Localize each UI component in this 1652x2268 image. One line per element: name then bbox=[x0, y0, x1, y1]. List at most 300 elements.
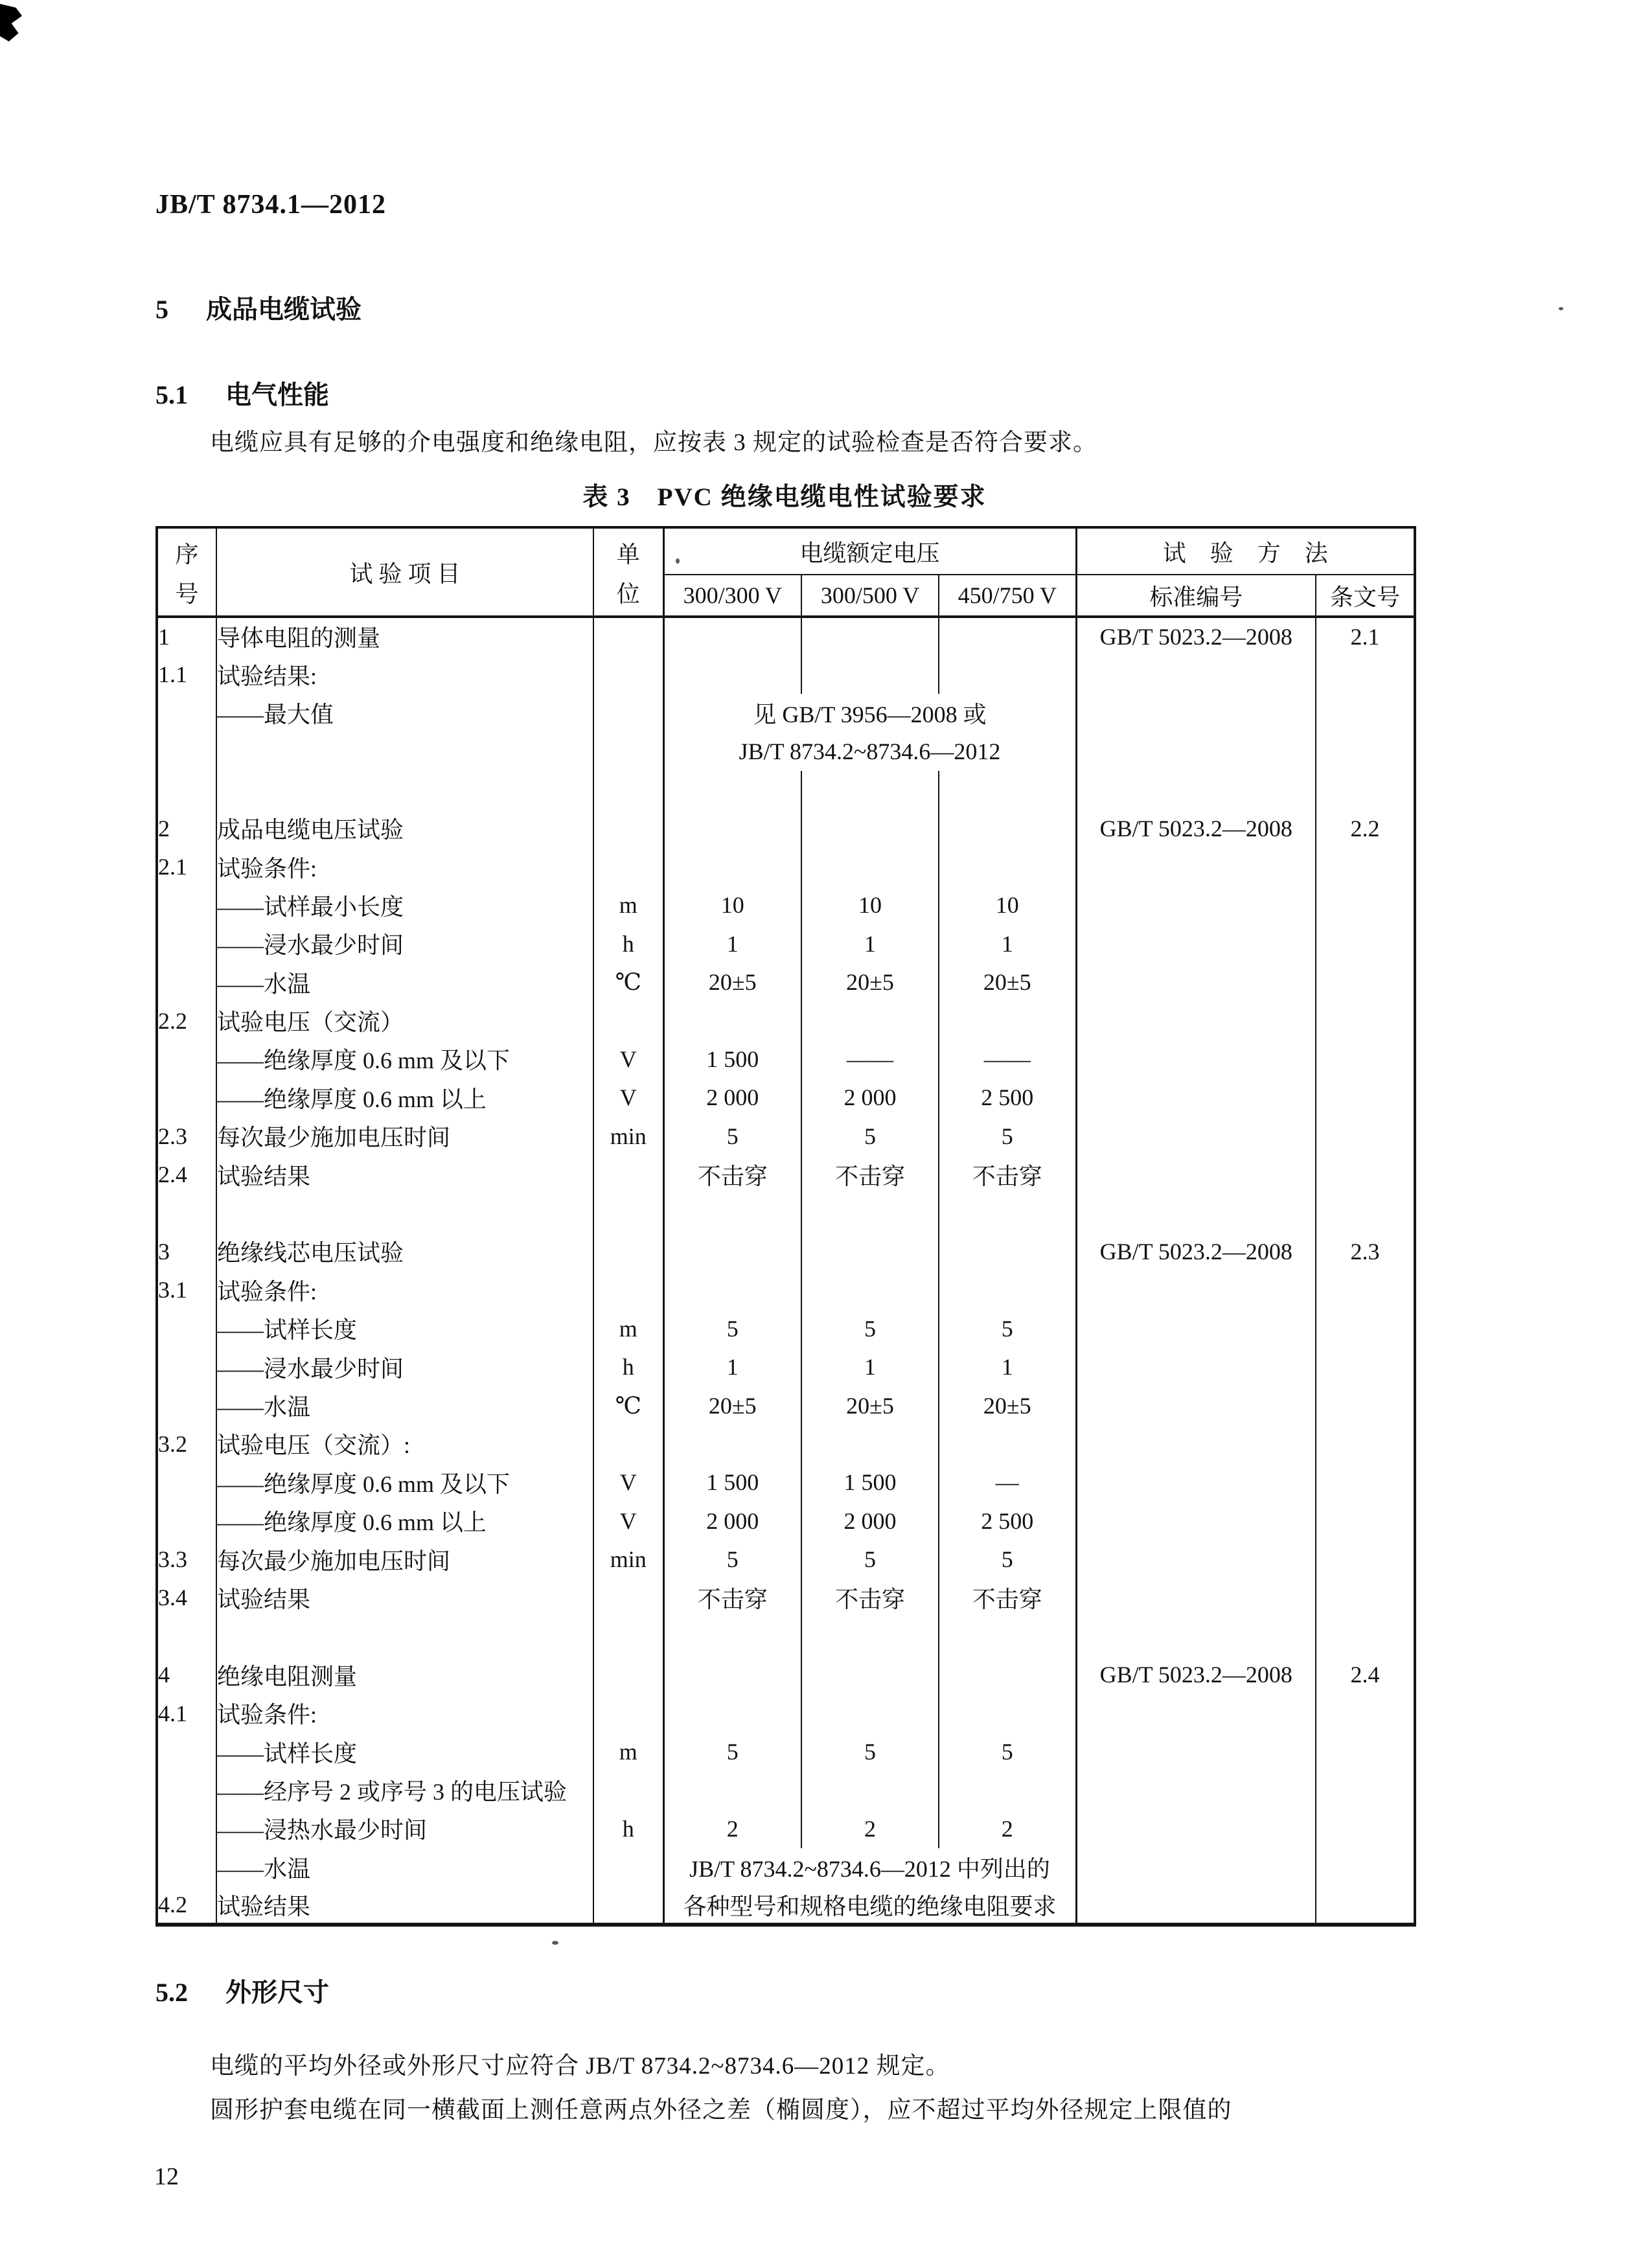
section-number: 5.1 bbox=[155, 380, 188, 409]
cell-seq bbox=[157, 1347, 216, 1386]
cell-unit bbox=[593, 1194, 663, 1232]
cell-standard-number bbox=[1076, 1155, 1316, 1193]
cell-clause-number bbox=[1316, 1309, 1415, 1347]
cell-clause-number bbox=[1316, 1194, 1415, 1232]
cell-item bbox=[216, 771, 593, 809]
cell-seq bbox=[157, 732, 216, 770]
cell-clause-number bbox=[1316, 771, 1415, 809]
header-clause-number: 条文号 bbox=[1330, 584, 1401, 610]
cell-voltage-300-500 bbox=[801, 1617, 939, 1655]
cell-voltage-300-300: 5 bbox=[663, 1309, 801, 1347]
header-seq-top: 序 bbox=[175, 542, 199, 567]
cell-standard-number bbox=[1076, 1502, 1316, 1540]
cell-standard-number bbox=[1076, 1425, 1316, 1463]
cell-seq bbox=[157, 1809, 216, 1848]
cell-item: ——绝缘厚度 0.6 mm 以上 bbox=[216, 1502, 593, 1540]
cell-item: ——试样长度 bbox=[216, 1732, 593, 1770]
cell-seq: 3.3 bbox=[157, 1540, 216, 1578]
cell-unit: V bbox=[593, 1502, 663, 1540]
cell-voltage-450-750: 5 bbox=[939, 1732, 1076, 1770]
cell-standard-number bbox=[1076, 771, 1316, 809]
cell-seq: 2.2 bbox=[157, 1002, 216, 1040]
cell-clause-number bbox=[1316, 924, 1415, 963]
cell-voltage-300-500: 1 500 bbox=[801, 1463, 939, 1502]
cell-item: 试验条件: bbox=[216, 847, 593, 886]
cell-unit: min bbox=[593, 1117, 663, 1155]
cell-standard-number bbox=[1076, 1002, 1316, 1040]
table-row bbox=[157, 809, 1415, 847]
cell-voltage-300-300 bbox=[663, 1194, 801, 1232]
cell-clause-number bbox=[1316, 1425, 1415, 1463]
header-unit bbox=[593, 527, 663, 617]
table-row bbox=[157, 1040, 1415, 1078]
cell-standard-number bbox=[1076, 1617, 1316, 1655]
table-row bbox=[157, 847, 1415, 886]
cell-item: 试验结果: bbox=[216, 655, 593, 693]
cell-seq: 4.1 bbox=[157, 1694, 216, 1732]
cell-clause-number: 2.2 bbox=[1350, 815, 1380, 842]
cell-voltage-300-500: 1 bbox=[801, 1347, 939, 1386]
section-title: 成品电缆试验 bbox=[206, 295, 361, 324]
cell-clause-number bbox=[1316, 655, 1415, 693]
cell-voltage-span: 见 GB/T 3956—2008 或 bbox=[663, 694, 1076, 732]
cell-clause-number bbox=[1316, 847, 1415, 886]
table-3-title: 表 3 PVC 绝缘电缆电性试验要求 bbox=[582, 483, 987, 511]
cell-voltage-300-500: 5 bbox=[801, 1732, 939, 1770]
cell-standard-number bbox=[1076, 1117, 1316, 1155]
cell-voltage-300-300: 1 500 bbox=[663, 1463, 801, 1502]
table-row bbox=[157, 655, 1415, 693]
cell-seq bbox=[157, 1079, 216, 1117]
table-row bbox=[157, 1194, 1415, 1232]
cell-standard-number bbox=[1076, 924, 1316, 963]
cell-voltage-450-750: 不击穿 bbox=[939, 1579, 1076, 1617]
cell-clause-number bbox=[1316, 1347, 1415, 1386]
cell-voltage-span: JB/T 8734.2~8734.6—2012 中列出的 bbox=[663, 1848, 1076, 1886]
table-row bbox=[157, 1463, 1415, 1502]
cell-clause-number bbox=[1316, 1079, 1415, 1117]
cell-voltage-450-750: 1 bbox=[939, 924, 1076, 963]
cell-voltage-450-750 bbox=[939, 655, 1076, 693]
table-body bbox=[157, 617, 1415, 1925]
header-voltage-450-750: 450/750 V bbox=[939, 575, 1076, 617]
cell-item: ——绝缘厚度 0.6 mm 及以下 bbox=[216, 1040, 593, 1078]
cell-voltage-300-300 bbox=[663, 771, 801, 809]
cell-voltage-300-300 bbox=[663, 809, 801, 847]
cell-voltage-300-300: 不击穿 bbox=[663, 1579, 801, 1617]
cell-clause-number bbox=[1316, 886, 1415, 924]
cell-voltage-450-750: 20±5 bbox=[939, 963, 1076, 1002]
cell-unit bbox=[593, 732, 663, 770]
table-row bbox=[157, 1732, 1415, 1770]
section-5-1-heading bbox=[155, 374, 329, 411]
cell-unit: m bbox=[593, 886, 663, 924]
cell-seq bbox=[157, 771, 216, 809]
header-voltage-300-300: 300/300 V bbox=[663, 575, 801, 617]
cell-voltage-span: 各种型号和规格电缆的绝缘电阻要求 bbox=[663, 1886, 1076, 1925]
cell-seq: 3.2 bbox=[157, 1425, 216, 1463]
cell-voltage-450-750 bbox=[939, 1271, 1076, 1309]
cell-voltage-300-300 bbox=[663, 1271, 801, 1309]
cell-seq bbox=[157, 963, 216, 1002]
cell-seq: 4 bbox=[157, 1656, 216, 1694]
cell-voltage-300-500: 2 000 bbox=[801, 1079, 939, 1117]
cell-unit: V bbox=[593, 1463, 663, 1502]
table-row bbox=[157, 1117, 1415, 1155]
cell-item: 试验结果 bbox=[216, 1886, 593, 1925]
table-row bbox=[157, 1002, 1415, 1040]
table-3 bbox=[155, 526, 1416, 1927]
cell-clause-number bbox=[1316, 1809, 1415, 1848]
cell-item: ——绝缘厚度 0.6 mm 以上 bbox=[216, 1079, 593, 1117]
cell-standard-number bbox=[1076, 1271, 1316, 1309]
cell-item bbox=[216, 1194, 593, 1232]
cell-seq bbox=[157, 886, 216, 924]
table-row bbox=[157, 1540, 1415, 1578]
cell-item: ——试样最小长度 bbox=[216, 886, 593, 924]
cell-voltage-300-300: 5 bbox=[663, 1540, 801, 1578]
cell-voltage-450-750 bbox=[939, 809, 1076, 847]
cell-unit: V bbox=[593, 1079, 663, 1117]
cell-standard-number bbox=[1076, 1732, 1316, 1770]
cell-voltage-300-500: 10 bbox=[801, 886, 939, 924]
cell-voltage-450-750: 2 500 bbox=[939, 1079, 1076, 1117]
cell-standard-number: GB/T 5023.2—2008 bbox=[1076, 617, 1316, 655]
cell-standard-number bbox=[1076, 1463, 1316, 1502]
cell-item: 绝缘电阻测量 bbox=[216, 1656, 593, 1694]
cell-voltage-300-500: 2 bbox=[801, 1809, 939, 1848]
cell-clause-number bbox=[1316, 1040, 1415, 1078]
cell-voltage-300-300: 2 000 bbox=[663, 1502, 801, 1540]
cell-item: 试验结果 bbox=[216, 1579, 593, 1617]
header-rated-voltage-group: 电缆额定电压 bbox=[663, 527, 1076, 575]
cell-standard-number bbox=[1076, 694, 1316, 732]
cell-unit bbox=[593, 694, 663, 732]
header-seq-bottom: 号 bbox=[175, 581, 199, 607]
cell-item: 试验条件: bbox=[216, 1271, 593, 1309]
table-row bbox=[157, 1309, 1415, 1347]
cell-standard-number: GB/T 5023.2—2008 bbox=[1076, 1232, 1316, 1270]
cell-unit bbox=[593, 1848, 663, 1886]
cell-item bbox=[216, 1617, 593, 1655]
cell-standard-number bbox=[1076, 847, 1316, 886]
cell-seq: 3.4 bbox=[157, 1579, 216, 1617]
cell-item: 每次最少施加电压时间 bbox=[216, 1117, 593, 1155]
cell-clause-number bbox=[1316, 732, 1415, 770]
cell-voltage-300-300 bbox=[663, 1002, 801, 1040]
cell-voltage-450-750: 不击穿 bbox=[939, 1155, 1076, 1193]
cell-seq: 1 bbox=[157, 617, 216, 655]
cell-unit bbox=[593, 1694, 663, 1732]
cell-clause-number: 2.3 bbox=[1350, 1238, 1380, 1265]
cell-voltage-300-500 bbox=[801, 655, 939, 693]
cell-seq bbox=[157, 1463, 216, 1502]
cell-seq bbox=[157, 1848, 216, 1886]
cell-voltage-300-500: 不击穿 bbox=[801, 1155, 939, 1193]
cell-unit: m bbox=[593, 1309, 663, 1347]
cell-clause-number bbox=[1316, 1579, 1415, 1617]
cell-clause-number bbox=[1316, 1886, 1415, 1925]
cell-clause-number bbox=[1316, 1155, 1415, 1193]
section-title: 外形尺寸 bbox=[225, 1978, 329, 2007]
header-seq bbox=[157, 527, 216, 617]
cell-unit bbox=[593, 1886, 663, 1925]
cell-item: ——绝缘厚度 0.6 mm 及以下 bbox=[216, 1463, 593, 1502]
section-5-2-heading bbox=[155, 1972, 329, 2009]
table-row bbox=[157, 1579, 1415, 1617]
cell-voltage-450-750: 5 bbox=[939, 1309, 1076, 1347]
table-header bbox=[157, 527, 1415, 617]
section-number: 5 bbox=[155, 295, 168, 324]
cell-item: ——最大值 bbox=[216, 694, 593, 732]
cell-voltage-300-300 bbox=[663, 1694, 801, 1732]
cell-voltage-300-300 bbox=[663, 655, 801, 693]
cell-voltage-300-300: 5 bbox=[663, 1732, 801, 1770]
cell-voltage-450-750 bbox=[939, 1194, 1076, 1232]
header-test-item: 试 验 项 目 bbox=[216, 527, 593, 617]
cell-standard-number bbox=[1076, 1309, 1316, 1347]
cell-voltage-450-750: 1 bbox=[939, 1347, 1076, 1386]
cell-standard-number bbox=[1076, 655, 1316, 693]
cell-item: 导体电阻的测量 bbox=[216, 617, 593, 655]
cell-standard-number bbox=[1076, 1886, 1316, 1925]
header-voltage-300-500: 300/500 V bbox=[801, 575, 939, 617]
cell-seq bbox=[157, 1040, 216, 1078]
scan-artifact bbox=[552, 1941, 558, 1945]
cell-item: ——水温 bbox=[216, 1848, 593, 1886]
cell-seq bbox=[157, 694, 216, 732]
section-5-heading bbox=[155, 289, 361, 326]
cell-voltage-span: JB/T 8734.2~8734.6—2012 bbox=[663, 732, 1076, 770]
cell-item: ——试样长度 bbox=[216, 1309, 593, 1347]
cell-seq: 1.1 bbox=[157, 655, 216, 693]
cell-voltage-300-300: 2 000 bbox=[663, 1079, 801, 1117]
table-row bbox=[157, 1386, 1415, 1425]
table-row bbox=[157, 1155, 1415, 1193]
cell-voltage-300-500: 5 bbox=[801, 1309, 939, 1347]
cell-unit bbox=[593, 1617, 663, 1655]
cell-item: ——经序号 2 或序号 3 的电压试验 bbox=[216, 1771, 593, 1809]
table-row bbox=[157, 1425, 1415, 1463]
cell-standard-number bbox=[1076, 1079, 1316, 1117]
cell-voltage-450-750: 2 500 bbox=[939, 1502, 1076, 1540]
cell-item: 试验电压（交流） bbox=[216, 1002, 593, 1040]
cell-seq: 3 bbox=[157, 1232, 216, 1270]
table-row bbox=[157, 886, 1415, 924]
cell-unit bbox=[593, 771, 663, 809]
header-unit-bottom: 位 bbox=[616, 581, 640, 607]
cell-standard-number bbox=[1076, 1040, 1316, 1078]
cell-item: ——水温 bbox=[216, 963, 593, 1002]
cell-voltage-300-500 bbox=[801, 771, 939, 809]
cell-seq: 4.2 bbox=[157, 1886, 216, 1925]
cell-voltage-300-300: 20±5 bbox=[663, 963, 801, 1002]
cell-standard-number: GB/T 5023.2—2008 bbox=[1076, 1656, 1316, 1694]
cell-clause-number bbox=[1316, 1117, 1415, 1155]
cell-voltage-300-300 bbox=[663, 617, 801, 655]
cell-unit: h bbox=[593, 1809, 663, 1848]
cell-item: 试验条件: bbox=[216, 1694, 593, 1732]
cell-voltage-300-300: 10 bbox=[663, 886, 801, 924]
cell-clause-number bbox=[1316, 1271, 1415, 1309]
cell-voltage-300-500 bbox=[801, 1232, 939, 1270]
cell-clause-number bbox=[1316, 1732, 1415, 1770]
cell-voltage-300-500 bbox=[801, 1694, 939, 1732]
cell-item bbox=[216, 732, 593, 770]
table-row bbox=[157, 1809, 1415, 1848]
cell-voltage-300-500 bbox=[801, 1771, 939, 1809]
cell-voltage-450-750: 5 bbox=[939, 1117, 1076, 1155]
cell-voltage-450-750: 2 bbox=[939, 1809, 1076, 1848]
cell-voltage-300-500: 2 000 bbox=[801, 1502, 939, 1540]
scan-artifact bbox=[0, 4, 22, 41]
cell-standard-number bbox=[1076, 1386, 1316, 1425]
cell-voltage-450-750 bbox=[939, 1771, 1076, 1809]
cell-voltage-300-500 bbox=[801, 847, 939, 886]
cell-voltage-300-300: 2 bbox=[663, 1809, 801, 1848]
cell-unit bbox=[593, 1271, 663, 1309]
cell-voltage-300-300: 不击穿 bbox=[663, 1155, 801, 1193]
cell-voltage-450-750 bbox=[939, 617, 1076, 655]
cell-standard-number bbox=[1076, 963, 1316, 1002]
cell-seq bbox=[157, 1502, 216, 1540]
cell-clause-number bbox=[1316, 1540, 1415, 1578]
cell-voltage-450-750 bbox=[939, 1002, 1076, 1040]
cell-clause-number bbox=[1316, 963, 1415, 1002]
cell-voltage-300-500 bbox=[801, 617, 939, 655]
section-5-1-paragraph: 电缆应具有足够的介电强度和绝缘电阻，应按表 3 规定的试验检查是否符合要求。 bbox=[210, 430, 1097, 456]
cell-seq: 2.1 bbox=[157, 847, 216, 886]
table-row bbox=[157, 1771, 1415, 1809]
table-row bbox=[157, 1656, 1415, 1694]
table-row bbox=[157, 924, 1415, 963]
cell-clause-number bbox=[1316, 1463, 1415, 1502]
cell-voltage-300-500: —— bbox=[801, 1040, 939, 1078]
cell-seq bbox=[157, 1386, 216, 1425]
cell-seq bbox=[157, 1617, 216, 1655]
cell-unit bbox=[593, 655, 663, 693]
cell-voltage-300-500: 5 bbox=[801, 1117, 939, 1155]
cell-voltage-300-500 bbox=[801, 1656, 939, 1694]
table-row bbox=[157, 732, 1415, 770]
table-row bbox=[157, 617, 1415, 655]
cell-standard-number: GB/T 5023.2—2008 bbox=[1076, 809, 1316, 847]
cell-voltage-450-750: — bbox=[939, 1463, 1076, 1502]
table-row bbox=[157, 1079, 1415, 1117]
cell-unit: min bbox=[593, 1540, 663, 1578]
cell-unit bbox=[593, 1656, 663, 1694]
cell-clause-number bbox=[1316, 1002, 1415, 1040]
cell-voltage-450-750 bbox=[939, 1617, 1076, 1655]
cell-item: 试验结果 bbox=[216, 1155, 593, 1193]
cell-seq bbox=[157, 924, 216, 963]
page-number: 12 bbox=[154, 2163, 179, 2190]
cell-unit: h bbox=[593, 924, 663, 963]
cell-unit bbox=[593, 847, 663, 886]
table-row bbox=[157, 963, 1415, 1002]
section-number: 5.2 bbox=[155, 1978, 188, 2007]
cell-unit: ℃ bbox=[593, 1386, 663, 1425]
cell-voltage-300-300: 1 bbox=[663, 1347, 801, 1386]
table-row bbox=[157, 1694, 1415, 1732]
table-row bbox=[157, 1886, 1415, 1925]
cell-voltage-450-750: 5 bbox=[939, 1540, 1076, 1578]
cell-unit bbox=[593, 617, 663, 655]
scan-artifact bbox=[1559, 307, 1563, 310]
cell-voltage-300-500 bbox=[801, 1194, 939, 1232]
cell-seq bbox=[157, 1194, 216, 1232]
cell-voltage-450-750 bbox=[939, 847, 1076, 886]
cell-standard-number bbox=[1076, 1194, 1316, 1232]
cell-unit bbox=[593, 1232, 663, 1270]
cell-voltage-300-500 bbox=[801, 1425, 939, 1463]
cell-unit: m bbox=[593, 1732, 663, 1770]
cell-clause-number: 2.1 bbox=[1350, 623, 1380, 650]
cell-standard-number bbox=[1076, 886, 1316, 924]
cell-voltage-300-500 bbox=[801, 1271, 939, 1309]
cell-standard-number bbox=[1076, 1809, 1316, 1848]
cell-voltage-450-750 bbox=[939, 1656, 1076, 1694]
cell-clause-number bbox=[1316, 694, 1415, 732]
table-row bbox=[157, 1347, 1415, 1386]
cell-standard-number bbox=[1076, 1347, 1316, 1386]
table-row bbox=[157, 1232, 1415, 1270]
cell-standard-number bbox=[1076, 1694, 1316, 1732]
cell-voltage-300-300 bbox=[663, 847, 801, 886]
cell-voltage-300-300: 5 bbox=[663, 1117, 801, 1155]
cell-unit bbox=[593, 1425, 663, 1463]
cell-voltage-300-500: 5 bbox=[801, 1540, 939, 1578]
cell-voltage-300-300 bbox=[663, 1425, 801, 1463]
table-row bbox=[157, 1271, 1415, 1309]
cell-voltage-450-750: 20±5 bbox=[939, 1386, 1076, 1425]
cell-seq: 2 bbox=[157, 809, 216, 847]
cell-seq: 2.3 bbox=[157, 1117, 216, 1155]
header-standard-number: 标准编号 bbox=[1076, 575, 1316, 617]
section-5-2-paragraph-2: 圆形护套电缆在同一横截面上测任意两点外径之差（椭圆度），应不超过平均外径规定上限值的 bbox=[210, 2097, 1232, 2124]
cell-clause-number bbox=[1316, 1771, 1415, 1809]
table-row bbox=[157, 1502, 1415, 1540]
cell-clause-number: 2.4 bbox=[1350, 1662, 1380, 1688]
cell-voltage-300-500: 20±5 bbox=[801, 1386, 939, 1425]
cell-unit: h bbox=[593, 1347, 663, 1386]
cell-voltage-300-300 bbox=[663, 1617, 801, 1655]
cell-voltage-450-750 bbox=[939, 1694, 1076, 1732]
doc-number: JB/T 8734.1—2012 bbox=[155, 190, 386, 220]
cell-voltage-450-750: 10 bbox=[939, 886, 1076, 924]
cell-unit: V bbox=[593, 1040, 663, 1078]
cell-clause-number bbox=[1316, 1617, 1415, 1655]
cell-seq: 3.1 bbox=[157, 1271, 216, 1309]
section-title: 电气性能 bbox=[225, 380, 329, 409]
header-unit-top: 单 bbox=[616, 542, 640, 567]
cell-seq bbox=[157, 1309, 216, 1347]
cell-voltage-300-500: 1 bbox=[801, 924, 939, 963]
table-row bbox=[157, 1617, 1415, 1655]
cell-voltage-450-750: —— bbox=[939, 1040, 1076, 1078]
cell-seq bbox=[157, 1732, 216, 1770]
cell-item: 试验电压（交流）: bbox=[216, 1425, 593, 1463]
cell-unit bbox=[593, 1002, 663, 1040]
cell-voltage-300-300 bbox=[663, 1232, 801, 1270]
cell-standard-number bbox=[1076, 1771, 1316, 1809]
cell-voltage-300-300: 1 500 bbox=[663, 1040, 801, 1078]
cell-clause-number bbox=[1316, 1694, 1415, 1732]
cell-seq: 2.4 bbox=[157, 1155, 216, 1193]
cell-voltage-300-500 bbox=[801, 1002, 939, 1040]
cell-unit bbox=[593, 1771, 663, 1809]
cell-voltage-450-750 bbox=[939, 771, 1076, 809]
